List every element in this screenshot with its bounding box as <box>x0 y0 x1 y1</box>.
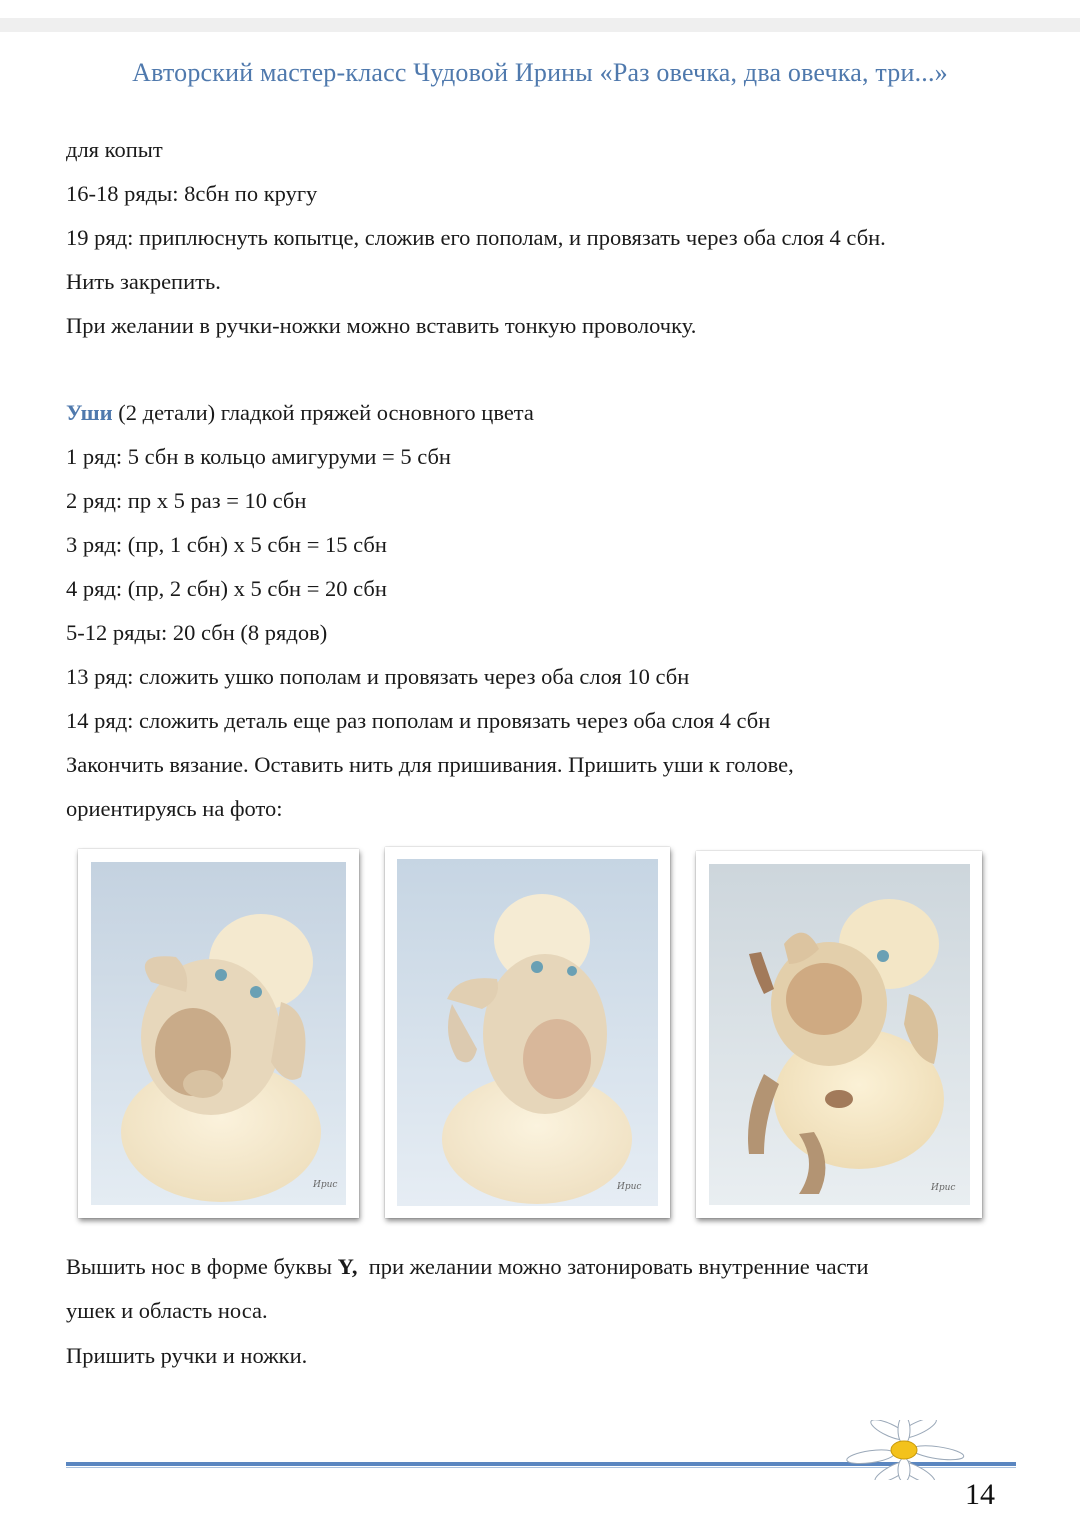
daisy-icon <box>842 1420 972 1485</box>
ears-row: 1 ряд: 5 сбн в кольцо амигуруми = 5 сбн <box>66 444 451 469</box>
sheep-photo-3 <box>696 851 982 1218</box>
text-line: При желании в ручки-ножки можно вставить тонкую проволочку. <box>66 313 697 338</box>
watermark-2: Ирис <box>617 1182 642 1192</box>
ears-row: 3 ряд: (пр, 1 сбн) х 5 сбн = 15 сбн <box>66 532 387 557</box>
sheep-photo-2 <box>385 847 670 1218</box>
finishing-line-2: ушек и область носа. <box>66 1298 268 1323</box>
letter-y: Y, <box>337 1254 358 1279</box>
text-line: для копыт <box>66 137 163 162</box>
sheep-photo-1-image <box>91 862 346 1205</box>
text-line: 19 ряд: приплюснуть копытце, сложив его пополам, и провязать через оба слоя 4 сбн. <box>66 225 886 250</box>
finishing-line-3: Пришить ручки и ножки. <box>66 1343 308 1368</box>
ears-row: 14 ряд: сложить деталь еще раз пополам и провязать через оба слоя 4 сбн <box>66 708 771 733</box>
ears-row: 2 ряд: пр х 5 раз = 10 сбн <box>66 488 307 513</box>
ears-row: 5-12 ряды: 20 сбн (8 рядов) <box>66 620 328 645</box>
watermark-3: Ирис <box>931 1183 956 1193</box>
ears-heading <box>66 398 534 428</box>
page-number: 14 <box>965 1478 995 1511</box>
ears-heading-word: Уши <box>66 400 113 425</box>
finishing-line-1 <box>66 1252 869 1282</box>
watermark-1: Ирис <box>313 1180 338 1190</box>
sheep-photo-2-image <box>397 859 658 1206</box>
finishing-line-1-start: Вышить нос в форме буквы <box>66 1254 338 1279</box>
ears-row: Закончить вязание. Оставить нить для пришивания. Пришить уши к голове, <box>66 752 794 777</box>
ears-row: 13 ряд: сложить ушко пополам и провязать через оба слоя 10 сбн <box>66 664 690 689</box>
ears-heading-rest: (2 детали) гладкой пряжей основного цвета <box>112 400 534 425</box>
ears-row: 4 ряд: (пр, 2 сбн) х 5 сбн = 20 сбн <box>66 576 387 601</box>
page-header-title: Авторский мастер-класс Чудовой Ирины «Раз овечка, два овечка, три...» <box>132 58 948 87</box>
text-line: 16-18 ряды: 8сбн по кругу <box>66 181 318 206</box>
sheep-photo-3-image <box>709 864 970 1205</box>
top-strip <box>0 18 1080 32</box>
sheep-photo-1 <box>78 849 359 1218</box>
finishing-line-1-end: при желании можно затонировать внутренние части <box>357 1254 869 1279</box>
text-line: Нить закрепить. <box>66 269 221 294</box>
ears-row: ориентируясь на фото: <box>66 796 283 821</box>
